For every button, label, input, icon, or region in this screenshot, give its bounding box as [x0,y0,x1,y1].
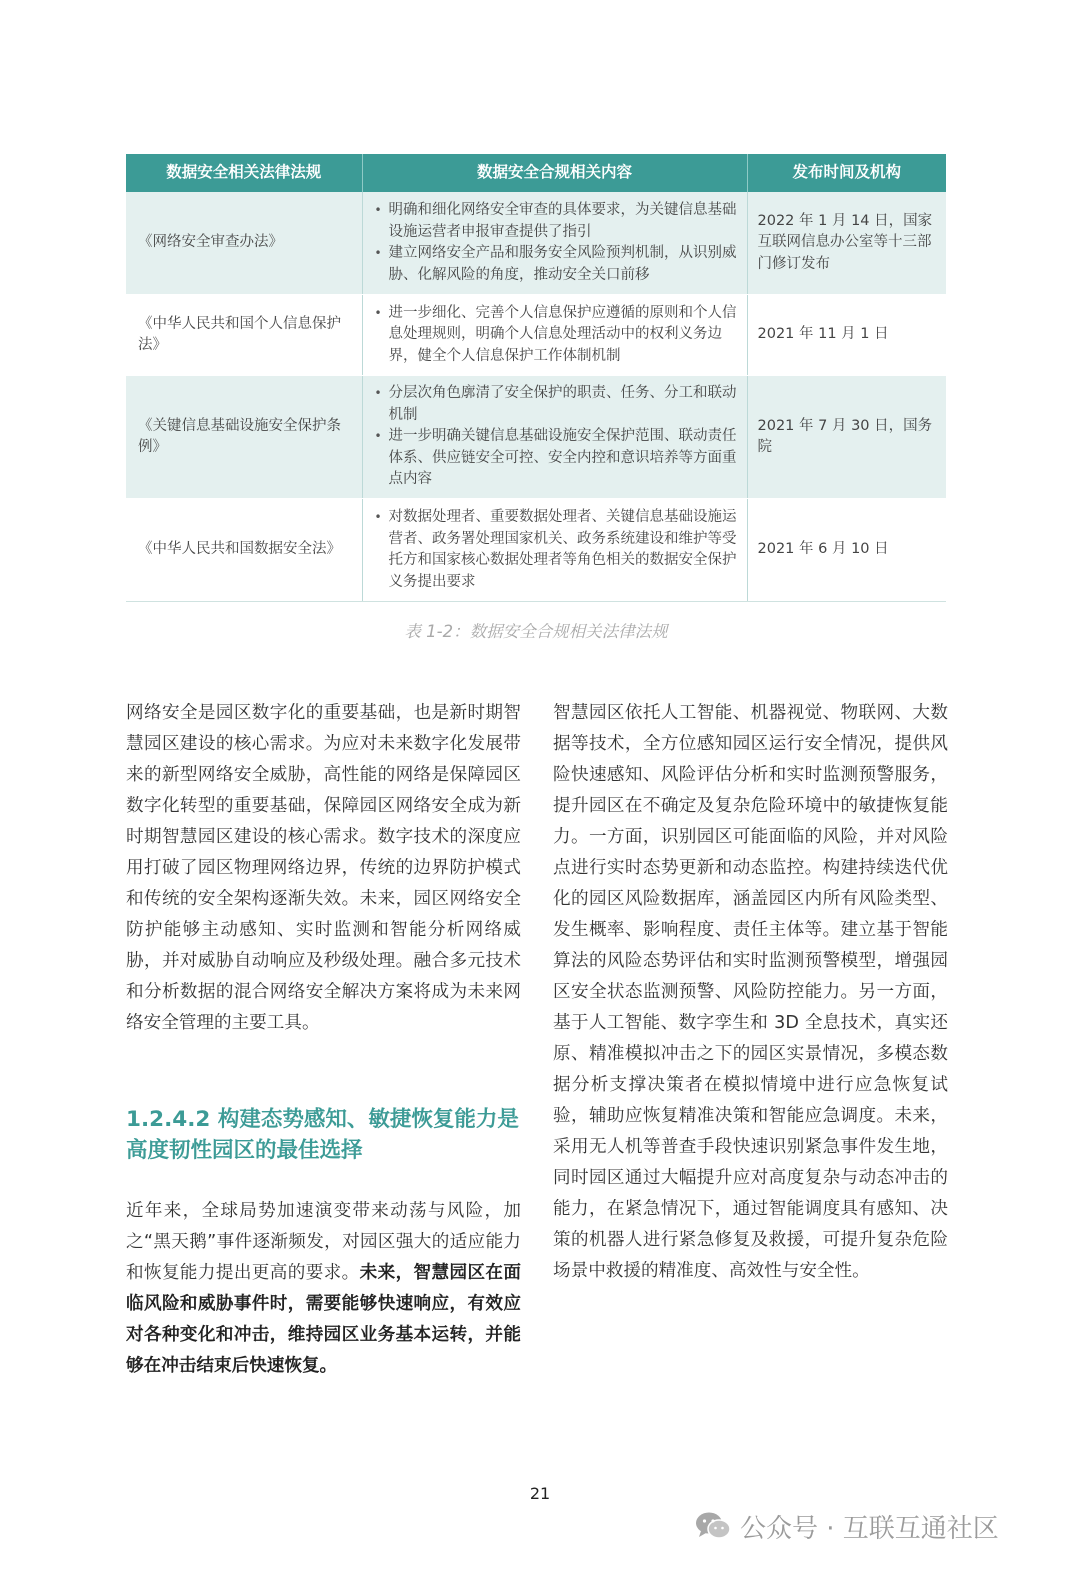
release-info: 2021 年 11 月 1 日 [747,295,946,376]
content-bullet: • 对数据处理者、重要数据处理者、关键信息基础设施运营者、政务署处理国家机关、政务系统建设和维护等受托方和国家核心数据处理者等角色相关的数据安全保护义务提出要求 [389,507,737,593]
body-paragraph: 网络安全是园区数字化的重要基础，也是新时期智慧园区建设的核心需求。为应对未来数字化发展带来的新型网络安全威胁，高性能的网络是保障园区数字化转型的重要基础，保障园区网络安全成为新时期智慧园区建设的核心需求。数字技术的深度应用打破了园区物理网络边界，传统的边界防护模式和传统的安全架构逐渐失效。未来，园区网络安全防护能够主动感知、实时监测和智能分析网络威胁，并对威胁自动响应及秒级处理。融合多元技术和分析数据的混合网络安全解决方案将成为未来网络安全管理的主要工具。 [126,703,521,1033]
page-number: 21 [529,1484,551,1503]
paragraph-plain-text: 近年来，全球局势加速演变带来动荡与风险，加之“黑天鹅”事件逐渐频发，对园区强大的适应能力和恢复能力提出更高的要求。 [126,1201,521,1283]
law-name: 《网络安全审查办法》 [126,192,362,295]
law-name: 《中华人民共和国个人信息保护法》 [126,295,362,376]
compliance-content [362,295,747,376]
table-header-row [126,154,946,192]
body-paragraph: 智慧园区依托人工智能、机器视觉、物联网、大数据等技术，全方位感知园区运行安全情况，提供风险快速感知、风险评估分析和实时监测预警服务，提升园区在不确定及复杂危险环境中的敏捷恢复能力。一方面，识别园区可能面临的风险，并对风险点进行实时态势更新和动态监控。构建持续迭代优化的园区风险数据库，涵盖园区内所有风险类型、发生概率、影响程度、责任主体等。建立基于智能算法的风险态势评估和实时监测预警模型，增强园区安全状态监测预警、风险防控能力。另一方面，基于人工智能、数字孪生和 3D 全息技术，真实还原、精准模拟冲击之下的园区实景情况，多模态数据分析支撑决策者在模拟情境中进行应急恢复试验，辅助应恢复精准决策和智能应急调度。未来，采用无人机等普查手段快速识别紧急事件发生地，同时园区通过大幅提升应对高度复杂与动态冲击的能力，在紧急情况下，通过智能调度具有感知、决策的机器人进行紧急修复及救援，可提升复杂危险场景中救援的精准度、高效性与安全性。 [553,703,948,1281]
content-bullet: • 明确和细化网络安全审查的具体要求，为关键信息基础设施运营者申报审查提供了指引 [389,200,737,243]
table-row [126,499,946,602]
content-bullet: • 进一步细化、完善个人信息保护应遵循的原则和个人信息处理规则，明确个人信息处理活动中的权利义务边界，健全个人信息保护工作体制机制 [389,303,737,368]
regulations-table [126,154,946,602]
content-bullet: • 分层次角色廓清了安全保护的职责、任务、分工和联动机制 [389,383,737,426]
law-name: 《关键信息基础设施安全保护条例》 [126,376,362,499]
watermark [694,1506,999,1546]
compliance-content [362,499,747,602]
watermark-text: 公众号 · 互联互通社区 [740,1513,999,1544]
content-bullet: • 进一步明确关键信息基础设施安全保护范围、联动责任体系、供应链安全可控、安全内控和意识培养等方面重点内容 [389,426,737,491]
paragraph-bold-text: 未来，智慧园区在面临风险和威胁事件时，需要能够快速响应，有效应对各种变化和冲击，维持园区业务基本运转，并能够在冲击结束后快速恢复。 [126,1263,521,1376]
compliance-content [362,376,747,499]
release-info: 2021 年 6 月 10 日 [747,499,946,602]
compliance-content [362,192,747,295]
content-bullet: • 建立网络安全产品和服务安全风险预判机制，从识别威胁、化解风险的角度，推动安全关口前移 [389,243,737,286]
table-row [126,192,946,295]
left-column-paragraph-2 [126,1196,521,1382]
table-caption: 表 1-2：数据安全合规相关法律法规 [404,622,668,641]
header-law: 数据安全相关法律法规 [126,154,362,192]
wechat-icon [694,1511,732,1541]
release-info: 2021 年 7 月 30 日，国务院 [747,376,946,499]
header-release: 发布时间及机构 [747,154,946,192]
table-row [126,295,946,376]
section-heading: 1.2.4.2 构建态势感知、敏捷恢复能力是高度韧性园区的最佳选择 [126,1107,519,1163]
law-name: 《中华人民共和国数据安全法》 [126,499,362,602]
left-column [126,698,521,1039]
table-row [126,376,946,499]
right-column [553,698,948,1287]
header-content: 数据安全合规相关内容 [362,154,747,192]
release-info: 2022 年 1 月 14 日，国家互联网信息办公室等十三部门修订发布 [747,192,946,295]
